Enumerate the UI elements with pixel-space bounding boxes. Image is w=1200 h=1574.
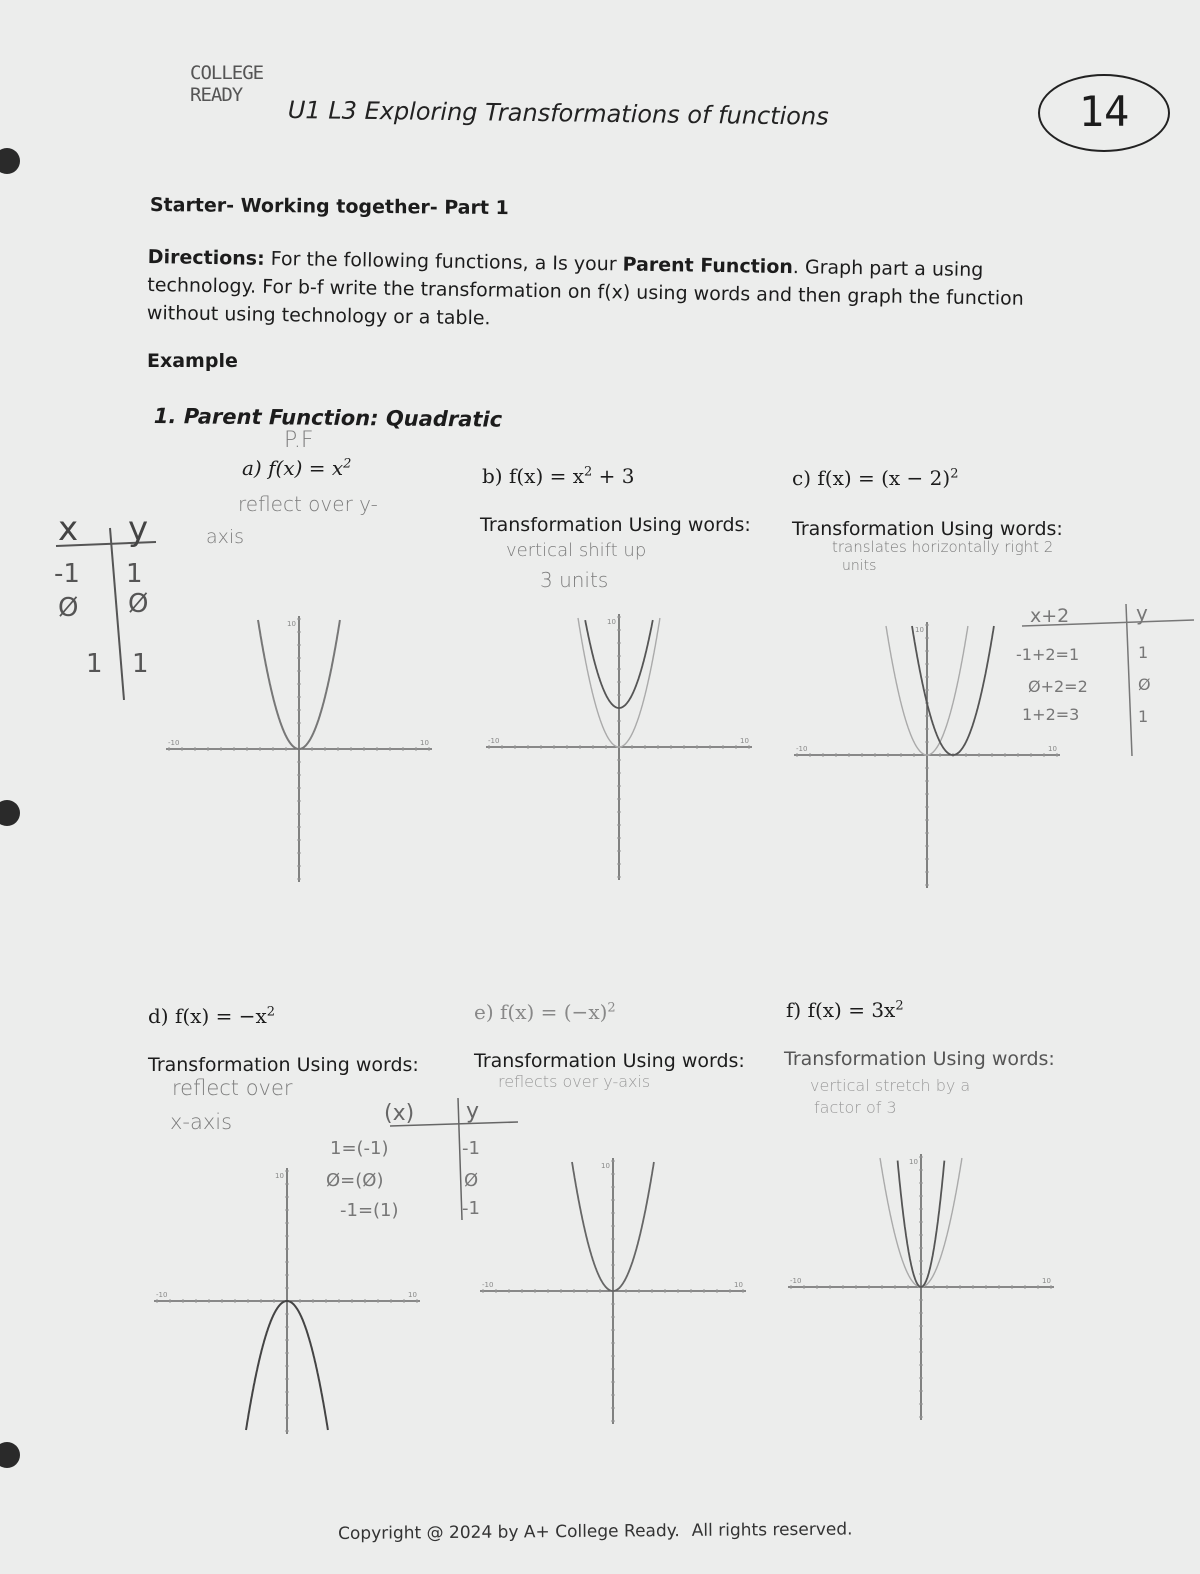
c-table-cell: -1+2=1 [1016,645,1080,664]
left-table-cell: Ø [58,593,79,623]
tick-label-x-pos: 10 [740,737,749,745]
c-table-header-y: y [1136,601,1148,625]
problem-b-function [482,464,635,488]
tick-label-x-neg: -10 [156,1291,168,1299]
problem-c-handwriting-2: units [842,558,877,574]
problem-d-words-label: Transformation Using words: [148,1054,419,1076]
problem-e-words-label: Transformation Using words: [474,1050,745,1072]
tick-label-y-pos: 10 [909,1158,918,1166]
page-title: U1 L3 Exploring Transformations of functions [287,96,829,131]
problem-f-exponent: 2 [895,998,904,1014]
problem-b-label: b) f(x) = x [482,464,585,488]
tick-label-x-pos: 10 [1048,745,1057,753]
punch-hole [0,148,20,174]
problem-b-suffix: + 3 [592,464,635,488]
problem-c-exponent: 2 [950,466,959,482]
c-table-cell: 1 [1138,707,1149,726]
brand-logo [190,62,263,106]
problem-f-words-label: Transformation Using words: [784,1048,1055,1070]
starter-heading: Starter- Working together- Part 1 [149,194,509,220]
problem-a-label: a) f(x) = x [242,456,344,480]
c-table-cell: 1 [1138,643,1149,662]
punch-hole [0,800,20,826]
c-table-cell: 1+2=3 [1022,705,1080,724]
left-table-cell: Ø [128,589,149,619]
d-table-header-x: (x) [384,1101,415,1126]
problem-e-handwriting-1: reflects over y-axis [498,1072,651,1091]
tick-label-y-pos: 10 [915,626,924,634]
d-table-cell: -1=(1) [340,1200,399,1221]
problem-b-words-label: Transformation Using words: [480,514,751,536]
tick-label-x-neg: -10 [168,739,180,747]
c-table-cell: Ø [1138,675,1151,694]
parent-function-note: P.F [284,428,314,453]
example-heading: Example [147,350,238,372]
page-number-circle: 14 [1038,74,1170,152]
d-table-cell: -1 [462,1198,480,1219]
copyright-footer [338,1520,853,1544]
c-table-cell: Ø+2=2 [1028,677,1088,696]
transformed-parabola [912,626,994,755]
problem-d-handwriting-1: reflect over [172,1076,293,1100]
graph-c [792,620,1062,890]
problem-f-handwriting-2: factor of 3 [814,1098,897,1117]
graph-a [164,614,434,884]
tick-label-x-neg: -10 [482,1281,494,1289]
left-table-cell: -1 [54,559,80,589]
problem-c-function [792,466,958,490]
copyright-text: Copyright @ 2024 by A+ College Ready. [338,1521,680,1544]
problem-e-label: e) f(x) = (−x) [474,1000,608,1024]
tick-label-y-pos: 10 [601,1162,610,1170]
problem-a-handwriting-1: reflect over y- [238,492,378,516]
left-table-cell: 1 [86,649,103,679]
question-heading: 1. Parent Function: Quadratic [153,404,503,432]
brand-line-1: COLLEGE [190,62,264,84]
tick-label-y-pos: 10 [607,618,616,626]
problem-a-exponent: 2 [343,456,352,472]
tick-label-x-neg: -10 [796,745,808,753]
problem-f-handwriting-1: vertical stretch by a [810,1076,971,1095]
problem-e-function [474,1000,616,1024]
tick-label-y-pos: 10 [287,620,296,628]
tick-label-x-pos: 10 [408,1291,417,1299]
problem-b-handwriting-2: 3 units [540,568,609,592]
d-table-cell: -1 [462,1138,480,1159]
punch-hole [0,1442,20,1468]
left-xy-table [44,500,164,700]
d-table-header-y: y [466,1099,480,1124]
tick-label-x-pos: 10 [420,739,429,747]
c-table-header-x: x+2 [1030,605,1070,627]
directions-label: Directions: [147,245,265,270]
directions-text-2: . Graph part a using technology. For b-f write the transformation on f(x) using words and then graph the function without using technology or a table. [146,256,1024,330]
problem-f-label: f) f(x) = 3x [786,998,896,1022]
directions-bold: Parent Function [622,253,794,279]
tick-label-y-pos: 10 [275,1172,284,1180]
rights-text: All rights reserved. [691,1519,853,1541]
tick-label-x-pos: 10 [1042,1277,1051,1285]
problem-b-exponent: 2 [584,464,593,480]
left-table-cell: 1 [132,649,149,679]
tick-label-x-neg: -10 [488,737,500,745]
directions-text-1: For the following functions, a Is your [264,247,623,276]
graph-d [152,1166,422,1436]
problem-a-function [242,456,351,480]
graph-b [484,612,754,882]
problem-d-handwriting-2: x-axis [170,1110,233,1134]
problem-d-exponent: 2 [266,1004,276,1020]
directions-text [147,243,1078,342]
left-table-cell: 1 [126,559,143,589]
problem-a-handwriting-2: axis [206,526,245,548]
left-table-header-x: x [58,509,79,549]
d-table-cell: Ø=(Ø) [326,1170,384,1191]
problem-c-words-label: Transformation Using words: [792,518,1063,540]
problem-d-function [148,1004,275,1028]
graph-f [786,1152,1056,1422]
tick-label-x-neg: -10 [790,1277,802,1285]
graph-e [478,1156,748,1426]
problem-e-exponent: 2 [607,1000,616,1016]
problem-c-label: c) f(x) = (x − 2) [792,466,951,490]
problem-c-handwriting-1: translates horizontally right 2 [832,538,1054,556]
problem-d-label: d) f(x) = −x [148,1004,267,1028]
left-table-header-y: y [128,509,149,549]
d-table-cell: 1=(-1) [330,1138,389,1159]
problem-f-function [786,998,904,1022]
d-table-cell: Ø [464,1170,479,1191]
problem-b-handwriting-1: vertical shift up [506,540,647,561]
brand-line-2: READY [190,84,243,106]
tick-label-x-pos: 10 [734,1281,743,1289]
